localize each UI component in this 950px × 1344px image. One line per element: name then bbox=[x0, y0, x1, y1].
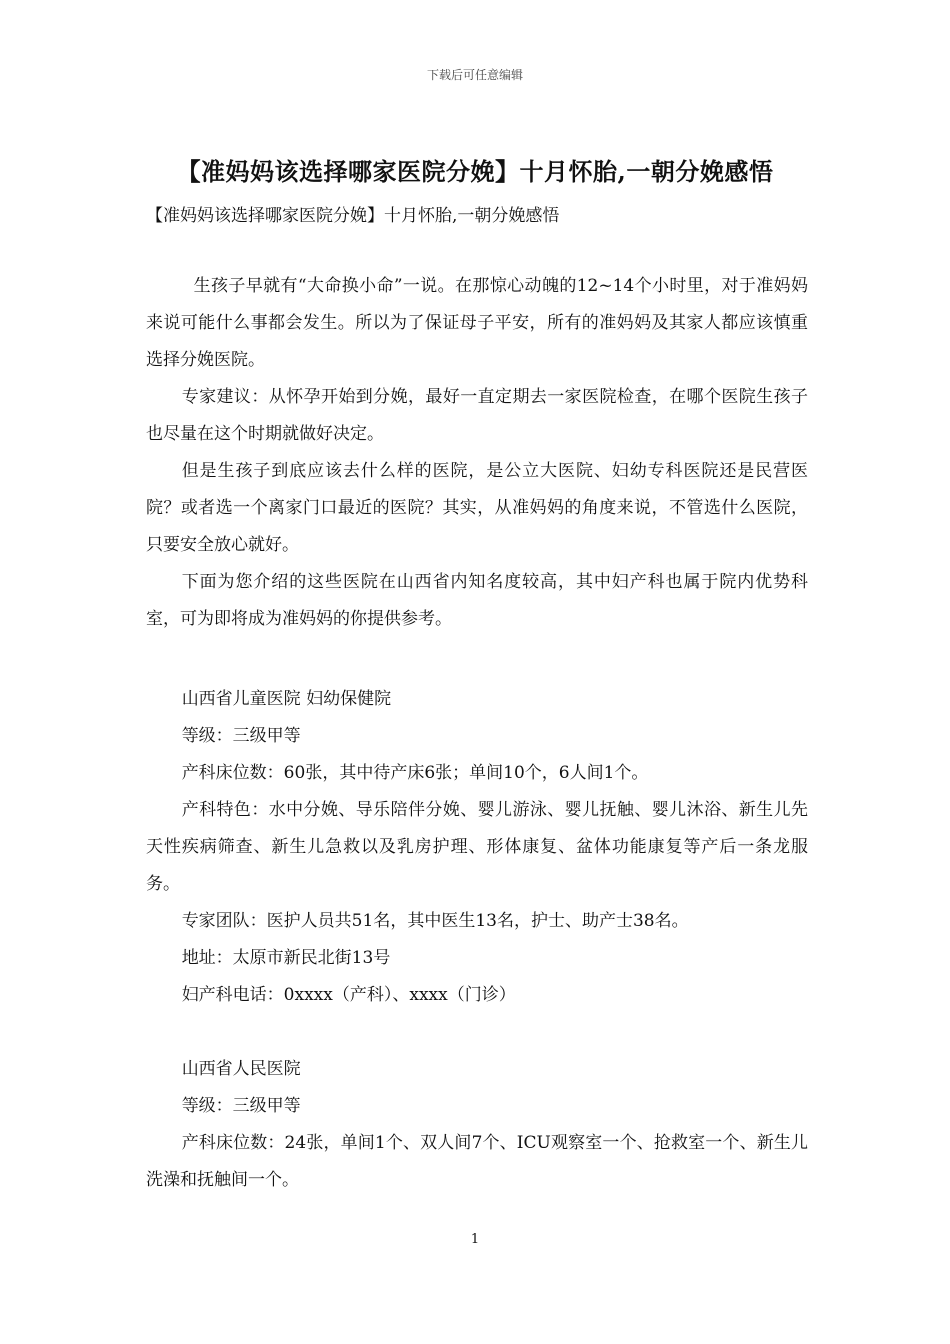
intro-paragraph: 生孩子早就有“大命换小命”一说。在那惊心动魄的12~14个小时里，对于准妈妈来说可能什么事都会发生。所以为了保证母子平安，所有的准妈妈及其家人都应该慎重选择分娩医院。 bbox=[146, 276, 808, 370]
intro-paragraph: 下面为您介绍的这些医院在山西省内知名度较高，其中妇产科也属于院内优势科室，可为即将成为准妈妈的你提供参考。 bbox=[146, 572, 808, 629]
hospital-grade: 等级：三级甲等 bbox=[181, 726, 301, 746]
hospital-grade: 等级：三级甲等 bbox=[181, 1096, 301, 1116]
page-header-note: 下载后可任意编辑 bbox=[426, 68, 523, 82]
section-spacer bbox=[146, 638, 808, 681]
section-spacer bbox=[146, 1014, 808, 1051]
hospital-section bbox=[146, 681, 808, 1014]
hospital-phone: 妇产科电话：0xxxx（产科）、xxxx（门诊） bbox=[181, 985, 516, 1005]
document-subtitle: 【准妈妈该选择哪家医院分娩】十月怀胎,一朝分娩感悟 bbox=[146, 206, 560, 226]
hospital-name: 山西省儿童医院 妇幼保健院 bbox=[181, 689, 392, 709]
document-title: 【准妈妈该选择哪家医院分娩】十月怀胎,一朝分娩感悟 bbox=[176, 157, 774, 186]
hospital-address: 地址：太原市新民北街13号 bbox=[181, 948, 391, 968]
document-body bbox=[146, 268, 808, 1199]
hospital-section bbox=[146, 1051, 808, 1199]
page-number: 1 bbox=[470, 1232, 480, 1247]
hospital-name: 山西省人民医院 bbox=[181, 1059, 301, 1079]
intro-paragraph: 专家建议：从怀孕开始到分娩，最好一直定期去一家医院检查，在哪个医院生孩子也尽量在这个时期就做好决定。 bbox=[146, 387, 808, 444]
intro-paragraph: 但是生孩子到底应该去什么样的医院，是公立大医院、妇幼专科医院还是民营医院？或者选一个离家门口最近的医院？其实，从准妈妈的角度来说，不管选什么医院，只要安全放心就好。 bbox=[146, 461, 808, 555]
hospital-beds: 产科床位数：60张，其中待产床6张；单间10个，6人间1个。 bbox=[181, 763, 649, 783]
hospital-team: 专家团队：医护人员共51名，其中医生13名，护士、助产士38名。 bbox=[181, 911, 689, 931]
hospital-features: 产科特色：水中分娩、导乐陪伴分娩、婴儿游泳、婴儿抚触、婴儿沐浴、新生儿先天性疾病筛查、新生儿急救以及乳房护理、形体康复、盆体功能康复等产后一条龙服务。 bbox=[146, 800, 808, 894]
hospital-beds: 产科床位数：24张，单间1个、双人间7个、ICU观察室一个、抢救室一个、新生儿洗澡和抚触间一个。 bbox=[146, 1133, 808, 1190]
